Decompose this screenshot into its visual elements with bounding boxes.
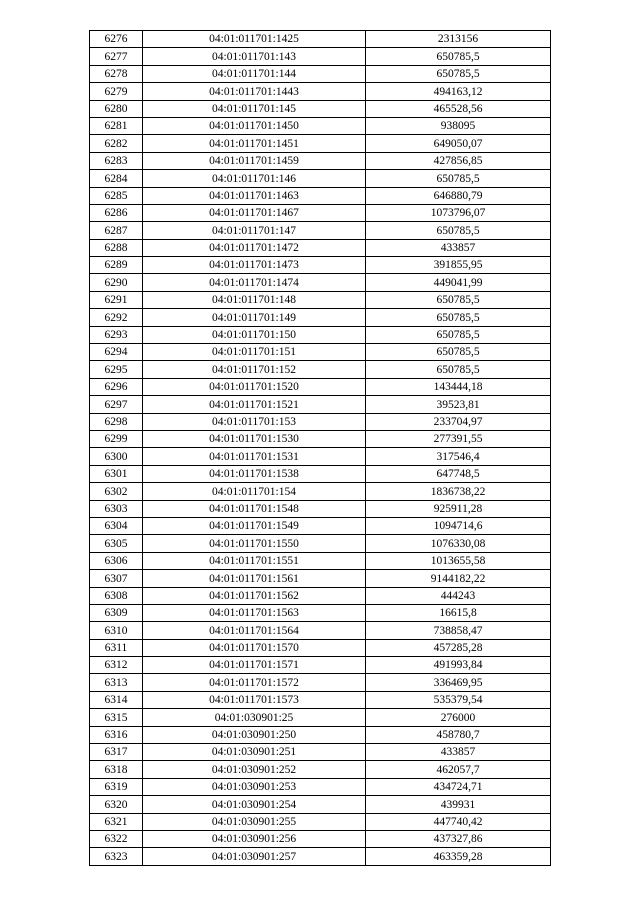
value-cell: 427856,85	[366, 152, 551, 169]
table-row	[90, 552, 551, 569]
table-row	[90, 570, 551, 587]
cadastral-number-cell: 04:01:011701:1472	[143, 239, 366, 256]
row-number-cell: 6316	[90, 726, 143, 743]
row-number-cell: 6301	[90, 465, 143, 482]
cadastral-number-cell: 04:01:030901:257	[143, 848, 366, 865]
row-number-cell: 6280	[90, 100, 143, 117]
cadastral-number-cell: 04:01:030901:256	[143, 830, 366, 847]
value-cell: 233704,97	[366, 413, 551, 430]
value-cell: 458780,7	[366, 726, 551, 743]
row-number-cell: 6320	[90, 796, 143, 813]
table-row	[90, 848, 551, 865]
row-number-cell: 6286	[90, 204, 143, 221]
cadastral-number-cell: 04:01:030901:253	[143, 778, 366, 795]
value-cell: 491993,84	[366, 657, 551, 674]
row-number-cell: 6289	[90, 257, 143, 274]
cadastral-number-cell: 04:01:011701:1562	[143, 587, 366, 604]
cadastral-number-cell: 04:01:030901:255	[143, 813, 366, 830]
table-body	[90, 31, 551, 866]
cadastral-number-cell: 04:01:011701:1463	[143, 187, 366, 204]
row-number-cell: 6297	[90, 396, 143, 413]
value-cell: 433857	[366, 239, 551, 256]
table-row	[90, 761, 551, 778]
table-row	[90, 726, 551, 743]
table-row	[90, 396, 551, 413]
row-number-cell: 6321	[90, 813, 143, 830]
row-number-cell: 6322	[90, 830, 143, 847]
table-row	[90, 170, 551, 187]
table-row	[90, 639, 551, 656]
value-cell: 277391,55	[366, 430, 551, 447]
cadastral-number-cell: 04:01:011701:1450	[143, 117, 366, 134]
cadastral-number-cell: 04:01:011701:1538	[143, 465, 366, 482]
row-number-cell: 6318	[90, 761, 143, 778]
cadastral-number-cell: 04:01:011701:1572	[143, 674, 366, 691]
table-row	[90, 778, 551, 795]
value-cell: 1073796,07	[366, 204, 551, 221]
value-cell: 39523,81	[366, 396, 551, 413]
cadastral-number-cell: 04:01:011701:1521	[143, 396, 366, 413]
cadastral-number-cell: 04:01:011701:1474	[143, 274, 366, 291]
cadastral-number-cell: 04:01:011701:1443	[143, 83, 366, 100]
row-number-cell: 6305	[90, 535, 143, 552]
value-cell: 1076330,08	[366, 535, 551, 552]
row-number-cell: 6277	[90, 48, 143, 65]
table-row	[90, 813, 551, 830]
cadastral-number-cell: 04:01:011701:1530	[143, 430, 366, 447]
table-row	[90, 222, 551, 239]
value-cell: 437327,86	[366, 830, 551, 847]
cadastral-number-cell: 04:01:011701:144	[143, 65, 366, 82]
table-row	[90, 430, 551, 447]
cadastral-number-cell: 04:01:011701:1571	[143, 657, 366, 674]
value-cell: 16615,8	[366, 604, 551, 621]
cadastral-number-cell: 04:01:011701:1425	[143, 31, 366, 48]
table-row	[90, 31, 551, 48]
value-cell: 276000	[366, 709, 551, 726]
cadastral-number-cell: 04:01:011701:1548	[143, 500, 366, 517]
table-row	[90, 709, 551, 726]
cadastral-number-cell: 04:01:030901:250	[143, 726, 366, 743]
value-cell: 1094714,6	[366, 517, 551, 534]
value-cell: 444243	[366, 587, 551, 604]
value-cell: 650785,5	[366, 65, 551, 82]
row-number-cell: 6313	[90, 674, 143, 691]
row-number-cell: 6315	[90, 709, 143, 726]
row-number-cell: 6311	[90, 639, 143, 656]
row-number-cell: 6278	[90, 65, 143, 82]
row-number-cell: 6282	[90, 135, 143, 152]
table-row	[90, 622, 551, 639]
row-number-cell: 6323	[90, 848, 143, 865]
row-number-cell: 6284	[90, 170, 143, 187]
value-cell: 650785,5	[366, 361, 551, 378]
cadastral-number-cell: 04:01:011701:1563	[143, 604, 366, 621]
table-row	[90, 135, 551, 152]
row-number-cell: 6317	[90, 744, 143, 761]
value-cell: 650785,5	[366, 170, 551, 187]
cadastral-number-cell: 04:01:030901:251	[143, 744, 366, 761]
cadastral-number-cell: 04:01:011701:1573	[143, 691, 366, 708]
value-cell: 647748,5	[366, 465, 551, 482]
cadastral-number-cell: 04:01:011701:147	[143, 222, 366, 239]
cadastral-number-cell: 04:01:011701:154	[143, 483, 366, 500]
cadastral-number-cell: 04:01:011701:1531	[143, 448, 366, 465]
row-number-cell: 6307	[90, 570, 143, 587]
value-cell: 2313156	[366, 31, 551, 48]
table-row	[90, 744, 551, 761]
table-row	[90, 291, 551, 308]
value-cell: 650785,5	[366, 344, 551, 361]
cadastral-number-cell: 04:01:011701:152	[143, 361, 366, 378]
row-number-cell: 6309	[90, 604, 143, 621]
table-row	[90, 674, 551, 691]
value-cell: 143444,18	[366, 378, 551, 395]
cadastral-number-cell: 04:01:011701:1549	[143, 517, 366, 534]
cadastral-number-cell: 04:01:011701:148	[143, 291, 366, 308]
table-row	[90, 100, 551, 117]
value-cell: 938095	[366, 117, 551, 134]
table-row	[90, 691, 551, 708]
cadastral-number-cell: 04:01:011701:1520	[143, 378, 366, 395]
table-row	[90, 500, 551, 517]
row-number-cell: 6285	[90, 187, 143, 204]
cadastral-number-cell: 04:01:011701:1459	[143, 152, 366, 169]
value-cell: 434724,71	[366, 778, 551, 795]
cadastral-number-cell: 04:01:011701:1561	[143, 570, 366, 587]
value-cell: 650785,5	[366, 291, 551, 308]
cadastral-number-cell: 04:01:011701:1473	[143, 257, 366, 274]
table-row	[90, 587, 551, 604]
value-cell: 535379,54	[366, 691, 551, 708]
value-cell: 463359,28	[366, 848, 551, 865]
cadastral-number-cell: 04:01:011701:1551	[143, 552, 366, 569]
value-cell: 449041,99	[366, 274, 551, 291]
value-cell: 925911,28	[366, 500, 551, 517]
table-row	[90, 517, 551, 534]
row-number-cell: 6314	[90, 691, 143, 708]
row-number-cell: 6288	[90, 239, 143, 256]
row-number-cell: 6287	[90, 222, 143, 239]
value-cell: 650785,5	[366, 222, 551, 239]
row-number-cell: 6293	[90, 326, 143, 343]
table-row	[90, 796, 551, 813]
value-cell: 465528,56	[366, 100, 551, 117]
row-number-cell: 6291	[90, 291, 143, 308]
cadastral-number-cell: 04:01:011701:1564	[143, 622, 366, 639]
cadastral-number-cell: 04:01:011701:150	[143, 326, 366, 343]
table-row	[90, 830, 551, 847]
cadastral-number-cell: 04:01:030901:254	[143, 796, 366, 813]
value-cell: 336469,95	[366, 674, 551, 691]
value-cell: 650785,5	[366, 48, 551, 65]
value-cell: 1836738,22	[366, 483, 551, 500]
cadastral-number-cell: 04:01:030901:252	[143, 761, 366, 778]
table-row	[90, 48, 551, 65]
cadastral-number-cell: 04:01:011701:1451	[143, 135, 366, 152]
table-row	[90, 309, 551, 326]
cadastral-number-cell: 04:01:011701:1467	[143, 204, 366, 221]
table-row	[90, 326, 551, 343]
table-row	[90, 257, 551, 274]
row-number-cell: 6292	[90, 309, 143, 326]
row-number-cell: 6310	[90, 622, 143, 639]
cadastral-number-cell: 04:01:011701:146	[143, 170, 366, 187]
table-row	[90, 65, 551, 82]
row-number-cell: 6276	[90, 31, 143, 48]
row-number-cell: 6303	[90, 500, 143, 517]
row-number-cell: 6308	[90, 587, 143, 604]
value-cell: 649050,07	[366, 135, 551, 152]
row-number-cell: 6298	[90, 413, 143, 430]
table-row	[90, 152, 551, 169]
value-cell: 738858,47	[366, 622, 551, 639]
value-cell: 9144182,22	[366, 570, 551, 587]
table-row	[90, 204, 551, 221]
table-row	[90, 83, 551, 100]
value-cell: 439931	[366, 796, 551, 813]
row-number-cell: 6319	[90, 778, 143, 795]
row-number-cell: 6296	[90, 378, 143, 395]
cadastral-number-cell: 04:01:011701:143	[143, 48, 366, 65]
value-cell: 317546,4	[366, 448, 551, 465]
row-number-cell: 6283	[90, 152, 143, 169]
value-cell: 646880,79	[366, 187, 551, 204]
table-row	[90, 344, 551, 361]
table-row	[90, 361, 551, 378]
value-cell: 650785,5	[366, 309, 551, 326]
cadastral-number-cell: 04:01:011701:149	[143, 309, 366, 326]
cadastral-number-cell: 04:01:011701:153	[143, 413, 366, 430]
value-cell: 447740,42	[366, 813, 551, 830]
cadastral-number-cell: 04:01:011701:1550	[143, 535, 366, 552]
table-row	[90, 483, 551, 500]
table-row	[90, 448, 551, 465]
cadastral-number-cell: 04:01:011701:145	[143, 100, 366, 117]
cadastral-number-cell: 04:01:030901:25	[143, 709, 366, 726]
row-number-cell: 6279	[90, 83, 143, 100]
row-number-cell: 6299	[90, 430, 143, 447]
table-row	[90, 604, 551, 621]
table-row	[90, 274, 551, 291]
row-number-cell: 6312	[90, 657, 143, 674]
value-cell: 1013655,58	[366, 552, 551, 569]
table-row	[90, 535, 551, 552]
row-number-cell: 6294	[90, 344, 143, 361]
table-row	[90, 239, 551, 256]
table-row	[90, 465, 551, 482]
row-number-cell: 6300	[90, 448, 143, 465]
value-cell: 457285,28	[366, 639, 551, 656]
table-row	[90, 657, 551, 674]
value-cell: 650785,5	[366, 326, 551, 343]
table-row	[90, 187, 551, 204]
row-number-cell: 6304	[90, 517, 143, 534]
value-cell: 494163,12	[366, 83, 551, 100]
value-cell: 462057,7	[366, 761, 551, 778]
value-cell: 433857	[366, 744, 551, 761]
cadastral-number-cell: 04:01:011701:151	[143, 344, 366, 361]
row-number-cell: 6290	[90, 274, 143, 291]
row-number-cell: 6295	[90, 361, 143, 378]
cadastral-number-cell: 04:01:011701:1570	[143, 639, 366, 656]
value-cell: 391855,95	[366, 257, 551, 274]
table-row	[90, 378, 551, 395]
row-number-cell: 6281	[90, 117, 143, 134]
row-number-cell: 6306	[90, 552, 143, 569]
row-number-cell: 6302	[90, 483, 143, 500]
table-row	[90, 413, 551, 430]
cadastral-value-table	[89, 30, 551, 866]
table-row	[90, 117, 551, 134]
